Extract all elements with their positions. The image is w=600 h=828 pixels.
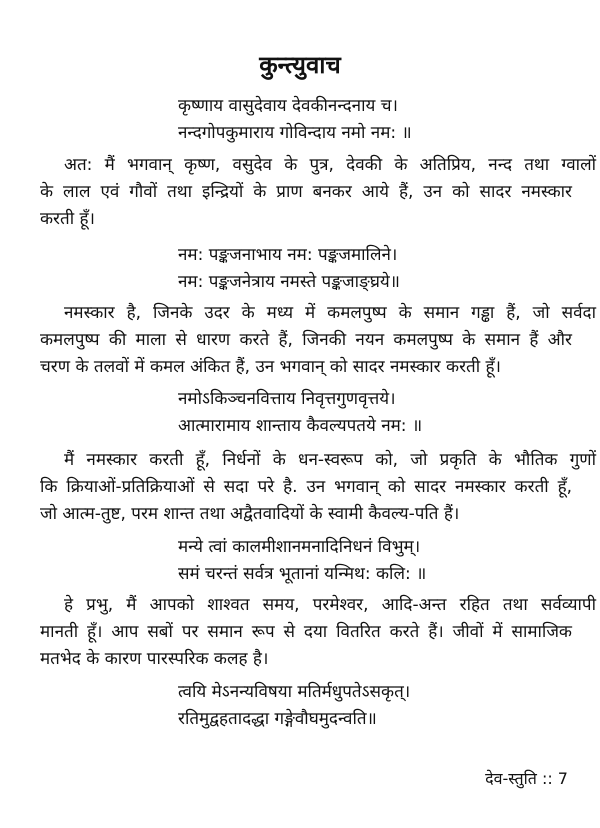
verse-block xyxy=(178,386,422,440)
paragraph-line: करती हूँ। xyxy=(40,209,95,229)
paragraph-line: चरण के तलवों में कमल अंकित हैं, उन भगवान् को सादर नमस्कार करती हूँ। xyxy=(40,357,501,377)
paragraph-line: हे प्रभु, मैं आपको शाश्वत समय, परमेश्वर, आदि-अन्त रहित तथा सर्वव्यापी xyxy=(64,595,596,615)
translation-paragraph xyxy=(40,592,596,673)
verse-line: नम: पङ्कजनेत्राय नमस्ते पङ्कजाङ्घ्रये॥ xyxy=(178,272,400,292)
verse-line: नम: पङ्कजनाभाय नम: पङ्कजमालिने। xyxy=(178,245,398,265)
translation-paragraph xyxy=(40,447,596,528)
verse-line: नन्दगोपकुमाराय गोविन्दाय नमो नम: ॥ xyxy=(178,123,412,143)
verse-line: कृष्णाय वासुदेवाय देवकीनन्दनाय च। xyxy=(178,96,398,116)
paragraph-line: के लाल एवं गौवों तथा इन्द्रियों के प्राण बनकर आये हैं, उन को सादर नमस्कार xyxy=(40,182,572,202)
verse-line: समं चरन्तं सर्वत्र भूतानां यन्मिथ: कलि: ॥ xyxy=(178,564,427,584)
verse-block xyxy=(178,679,410,733)
verse-block xyxy=(178,242,400,296)
translation-paragraph xyxy=(40,152,596,233)
verse-line: त्वयि मेऽनन्यविषया मतिर्मधुपतेऽसकृत्। xyxy=(178,682,411,702)
translation-paragraph xyxy=(40,300,596,381)
verse-block xyxy=(178,534,426,588)
verse-line: आत्मारामाय शान्ताय कैवल्यपतये नम: ॥ xyxy=(178,416,423,436)
verse-line: नमोऽकिञ्चनवित्ताय निवृत्तगुणवृत्तये। xyxy=(178,389,396,409)
paragraph-line: कि क्रियाओं-प्रतिक्रियाओं से सदा परे है. उन भगवान् को सादर नमस्कार करती हूँ, xyxy=(40,477,572,497)
paragraph-line: मतभेद के कारण पारस्परिक कलह है। xyxy=(40,649,269,669)
paragraph-line: अत: मैं भगवान् कृष्ण, वसुदेव के पुत्र, देवकी के अतिप्रिय, नन्द तथा ग्वालों xyxy=(64,155,596,175)
paragraph-line: मैं नमस्कार करती हूँ, निर्धनों के धन-स्वरूप को, जो प्रकृति के भौतिक गुणों xyxy=(64,450,596,470)
paragraph-line: मानती हूँ। आप सबों पर समान रूप से दया वितरित करते हैं। जीवों में सामाजिक xyxy=(40,622,572,642)
paragraph-line: नमस्कार है, जिनके उदर के मध्य में कमलपुष्प के समान गड्ढा हैं, जो सर्वदा xyxy=(64,303,596,323)
verse-line: रतिमुद्वहतादद्धा गङ्गेवौघमुदन्वति॥ xyxy=(178,709,377,729)
page-footer: देव-स्तुति :: 7 xyxy=(485,769,568,788)
verse-line: मन्ये त्वां कालमीशानमनादिनिधनं विभुम्। xyxy=(178,537,421,557)
page-title: कुन्त्युवाच xyxy=(259,51,341,79)
paragraph-line: कमलपुष्प की माला से धारण करते हैं, जिनकी नयन कमलपुष्प के समान हैं और xyxy=(40,330,572,350)
verse-block xyxy=(178,93,412,147)
paragraph-line: जो आत्म-तुष्ट, परम शान्त तथा अद्वैतवादियों के स्वामी कैवल्य-पति हैं। xyxy=(40,504,460,524)
